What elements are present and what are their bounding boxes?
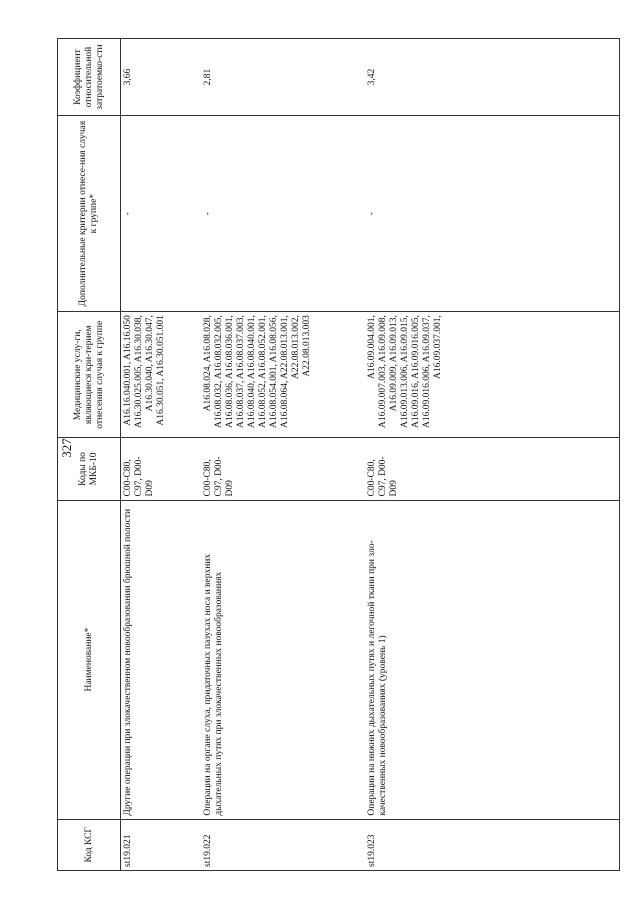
table-row: [201, 39, 365, 871]
row-mkb: C00-C80, C97, D00-D09: [365, 438, 620, 500]
table-header-row: [58, 39, 121, 871]
row-coef: 2,81: [201, 39, 365, 116]
header-services: Медицинские услу-ги, являющиеся кри-терием отнесения случая к группе: [58, 312, 121, 438]
row-services: A16.09.004.001, A16.09.007.003, A16.09.008, A16.09.009, A16.09.013, A16.09.013.006, A16.09.015, A16.09.016, A16.09.016.005, A16.09.016.006, A16.09.037, A16.09.037.001,: [365, 312, 620, 438]
ksg-table: [57, 38, 620, 871]
table-row: [121, 39, 202, 871]
header-code: Код КСГ: [58, 819, 121, 870]
row-code: st19.022: [201, 819, 365, 870]
page-number: 327: [59, 438, 74, 458]
row-code: st19.021: [121, 819, 202, 870]
row-services-continued: A16.16.040.001, A16.16.050: [123, 315, 133, 426]
row-coef: 3,66: [121, 39, 202, 116]
row-services: A16.08.024, A16.08.028, A16.08.032, A16.08.032.005, A16.08.036, A16.08.036.001, A16.08.037, A16.08.037.003, A16.08.040, A16.08.040.001, A16.08.052, A16.08.052.001, A16.08.054.001, A16.08.056, A16.08.064, A22.08.013.001, A22.08.013.002, A22.08.013.003: [201, 312, 365, 438]
row-code: st19.023: [365, 819, 620, 870]
row-services: [121, 312, 202, 438]
row-name: Другие операции при злокачественном новообразовании брюшной полости: [121, 500, 202, 819]
row-mkb: C00-C80, C97, D00-D09: [201, 438, 365, 500]
row-name: Операции на нижних дыхательных путях и легочной ткани при зло-качественных новообразованиях (уровень 1): [365, 500, 620, 819]
row-coef: 3,42: [365, 39, 620, 116]
row-services-list: A16.30.025.005, A16.30.038, A16.30.040, A16.30.047, A16.30.051, A16.30.051.001: [134, 315, 166, 429]
header-mkb: Коды по МКБ-10: [58, 438, 121, 500]
table-row: [365, 39, 620, 871]
header-coef: Коэффициент относительной затратоемко-сти: [58, 39, 121, 116]
header-name: Наименование*: [58, 500, 121, 819]
row-mkb: C00-C80, C97, D00-D09: [121, 438, 202, 500]
row-criteria: -: [201, 116, 365, 312]
row-name: Операции на органе слуха, придаточных пазухах носа и верхних дыхательных путях при злокачественных новообразованиях: [201, 500, 365, 819]
header-criteria: Дополнительные критерии отнесе-ния случая к группе*: [58, 116, 121, 312]
row-criteria: -: [365, 116, 620, 312]
rotated-table-container: [57, 38, 606, 871]
table-region: [57, 38, 606, 871]
row-criteria: -: [121, 116, 202, 312]
